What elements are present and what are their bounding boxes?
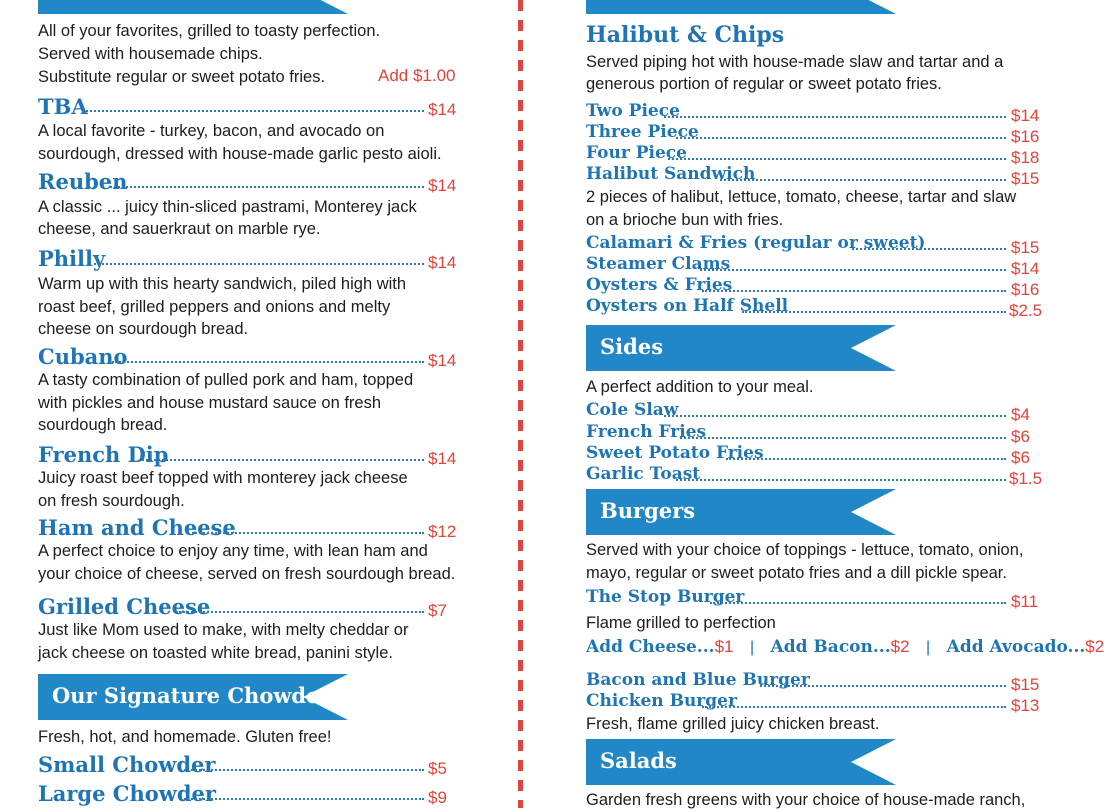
item-desc-line: with pickles and house mustard sauce on fresh — [38, 394, 382, 412]
halibut-sandwich-desc-line: 2 pieces of halibut, lettuce, tomato, cheese, tartar and slaw — [586, 188, 1017, 206]
item-price-four-piece: $18 — [1011, 148, 1040, 167]
item-desc-line: sourdough, dressed with house-made garlic pesto aioli. — [38, 145, 442, 163]
fries-add-price: Add $1.00 — [378, 66, 456, 85]
burgers-desc-line: Served with your choice of toppings - lettuce, tomato, onion, — [586, 541, 1024, 559]
addon-cheese-price: $1 — [714, 637, 734, 656]
item-desc-line: Warm up with this hearty sandwich, piled high with — [38, 275, 407, 293]
item-price-cubano: $14 — [428, 351, 457, 370]
dot-leader — [176, 611, 424, 613]
chowder-title: Our Signature Chowder — [52, 683, 331, 708]
chowder-desc: Fresh, hot, and homemade. Gluten free! — [38, 728, 332, 746]
dot-leader — [676, 479, 1006, 481]
item-name-oysters-fries: Oysters & Fries — [586, 275, 733, 295]
item-name-tba: TBA — [38, 94, 88, 119]
item-price-oysters-half-shell: $2.5 — [1009, 301, 1043, 320]
dot-leader — [668, 158, 1006, 160]
item-price-chicken-burger: $13 — [1011, 696, 1040, 715]
item-price-oysters-fries: $16 — [1011, 280, 1040, 299]
sides-banner — [586, 325, 896, 371]
sandwiches-intro-3: Substitute regular or sweet potato fries. — [38, 68, 326, 86]
item-price-large-chowder: $9 — [428, 788, 447, 807]
item-desc-line: A perfect choice to enjoy any time, with lean ham and — [38, 542, 428, 560]
dot-leader — [742, 311, 1006, 313]
item-name-ham-and-cheese: Ham and Cheese — [38, 515, 236, 540]
dot-leader — [192, 532, 424, 534]
item-name-french-dip: French Dip — [38, 442, 169, 467]
dot-leader — [110, 186, 424, 188]
item-desc-line: jack cheese on toasted white bread, panini style. — [38, 644, 393, 662]
dot-leader — [710, 602, 1006, 604]
item-name-steamer-clams: Steamer Clams — [586, 254, 731, 274]
burgers-banner — [586, 489, 896, 535]
sides-desc: A perfect addition to your meal. — [586, 378, 814, 396]
sandwiches-intro-1: All of your favorites, grilled to toasty perfection. — [38, 22, 381, 40]
column-divider — [518, 0, 523, 808]
item-desc-line: your choice of cheese, served on fresh sourdough bread. — [38, 565, 456, 583]
item-price-two-piece: $14 — [1011, 106, 1040, 125]
item-desc-line: A classic ... juicy thin-sliced pastrami, Monterey jack — [38, 198, 417, 216]
halibut-desc-line: generous portion of regular or sweet potato fries. — [586, 75, 942, 93]
dot-leader — [94, 263, 424, 265]
item-price-garlic-toast: $1.5 — [1009, 469, 1043, 488]
salads-desc: Garden fresh greens with your choice of house-made ranch, — [586, 791, 1026, 809]
item-price-reuben: $14 — [428, 176, 457, 195]
dot-leader — [760, 685, 1006, 687]
addon-bacon-price: $2 — [890, 637, 910, 656]
item-name-oysters-half-shell: Oysters on Half Shell — [586, 296, 789, 316]
item-price-tba: $14 — [428, 100, 457, 119]
dot-leader — [726, 458, 1006, 460]
item-name-large-chowder: Large Chowder — [38, 781, 216, 806]
item-desc-line: Juicy roast beef topped with monterey jack cheese — [38, 469, 408, 487]
item-name-stop-burger: The Stop Burger — [586, 587, 745, 607]
dot-leader — [702, 290, 1006, 292]
halibut-desc-line: Served piping hot with house-made slaw and tartar and a — [586, 53, 1004, 71]
item-price-calamari: $15 — [1011, 238, 1040, 257]
item-desc-line: roast beef, grilled peppers and onions and melty — [38, 298, 391, 316]
dot-leader — [664, 415, 1006, 417]
dot-leader — [700, 269, 1006, 271]
halibut-title: Halibut & Chips — [586, 22, 785, 48]
item-desc-line: A local favorite - turkey, bacon, and avocado on — [38, 122, 385, 140]
top-right-banner — [586, 0, 896, 14]
item-price-halibut-sandwich: $15 — [1011, 169, 1040, 188]
item-name-calamari: Calamari & Fries (regular or sweet) — [586, 233, 926, 253]
addon-bacon-name: Add Bacon — [770, 637, 873, 657]
item-name-halibut-sandwich: Halibut Sandwich — [586, 164, 756, 184]
item-name-sweet-potato-fries: Sweet Potato Fries — [586, 443, 764, 463]
halibut-sandwich-desc-line: on a brioche bun with fries. — [586, 211, 784, 229]
dot-leader — [664, 116, 1006, 118]
item-price-french-fries: $6 — [1011, 427, 1030, 446]
item-price-steamer-clams: $14 — [1011, 259, 1040, 278]
item-price-bacon-blue-burger: $15 — [1011, 675, 1040, 694]
item-name-small-chowder: Small Chowder — [38, 752, 216, 777]
item-name-bacon-blue-burger: Bacon and Blue Burger — [586, 670, 810, 690]
burger-addons — [586, 637, 1104, 657]
dot-leader — [680, 437, 1006, 439]
item-name-chicken-burger: Chicken Burger — [586, 691, 737, 711]
addon-dots: ... — [1067, 637, 1086, 657]
item-price-grilled-cheese: $7 — [428, 601, 447, 620]
burgers-desc-line: mayo, regular or sweet potato fries and a dill pickle spear. — [586, 564, 1007, 582]
item-desc-line: Just like Mom used to make, with melty cheddar or — [38, 621, 409, 639]
dot-leader — [112, 361, 424, 363]
addon-dots: ... — [696, 637, 715, 657]
separator: | — [926, 639, 931, 656]
dot-leader — [184, 798, 424, 800]
item-price-three-piece: $16 — [1011, 127, 1040, 146]
dot-leader — [702, 706, 1006, 708]
item-name-cole-slaw: Cole Slaw — [586, 400, 679, 420]
sandwiches-intro-2: Served with housemade chips. — [38, 45, 263, 63]
dot-leader — [720, 179, 1006, 181]
item-desc-line: A tasty combination of pulled pork and ham, topped — [38, 371, 414, 389]
chicken-burger-desc: Fresh, flame grilled juicy chicken breast. — [586, 715, 880, 733]
item-name-french-fries: French Fries — [586, 422, 707, 442]
dot-leader — [676, 137, 1006, 139]
item-price-ham-and-cheese: $12 — [428, 522, 457, 541]
addon-dots: ... — [872, 637, 891, 657]
burgers-title: Burgers — [600, 498, 696, 523]
addon-cheese-name: Add Cheese — [586, 637, 697, 657]
chowder-banner — [38, 674, 348, 720]
item-price-cole-slaw: $4 — [1011, 405, 1030, 424]
salads-title: Salads — [600, 748, 677, 773]
item-price-stop-burger: $11 — [1011, 592, 1039, 611]
item-price-small-chowder: $5 — [428, 759, 447, 778]
dot-leader — [82, 110, 424, 112]
addon-avocado-price: $2 — [1085, 637, 1104, 656]
item-desc-line: cheese, and sauerkraut on marble rye. — [38, 220, 321, 238]
dot-leader — [852, 248, 1006, 250]
separator: | — [749, 639, 755, 656]
item-desc-line: on fresh sourdough. — [38, 492, 185, 510]
item-desc-line: cheese on sourdough bread. — [38, 320, 249, 338]
sides-title: Sides — [600, 334, 664, 359]
item-name-grilled-cheese: Grilled Cheese — [38, 594, 211, 619]
dot-leader — [184, 769, 424, 771]
item-name-three-piece: Three Piece — [586, 122, 699, 142]
item-price-sweet-potato-fries: $6 — [1011, 448, 1030, 467]
item-name-four-piece: Four Piece — [586, 143, 687, 163]
item-name-two-piece: Two Piece — [586, 101, 680, 121]
stop-burger-desc: Flame grilled to perfection — [586, 614, 776, 632]
salads-banner — [586, 739, 896, 785]
item-price-philly: $14 — [428, 253, 457, 272]
sandwiches-banner — [38, 0, 348, 14]
addon-avocado-name: Add Avocado — [946, 637, 1068, 657]
item-name-reuben: Reuben — [38, 169, 128, 194]
item-price-french-dip: $14 — [428, 449, 457, 468]
item-name-garlic-toast: Garlic Toast — [586, 464, 701, 484]
item-desc-line: sourdough bread. — [38, 416, 168, 434]
item-name-cubano: Cubano — [38, 344, 128, 369]
dot-leader — [142, 459, 424, 461]
item-name-philly: Philly — [38, 246, 106, 271]
